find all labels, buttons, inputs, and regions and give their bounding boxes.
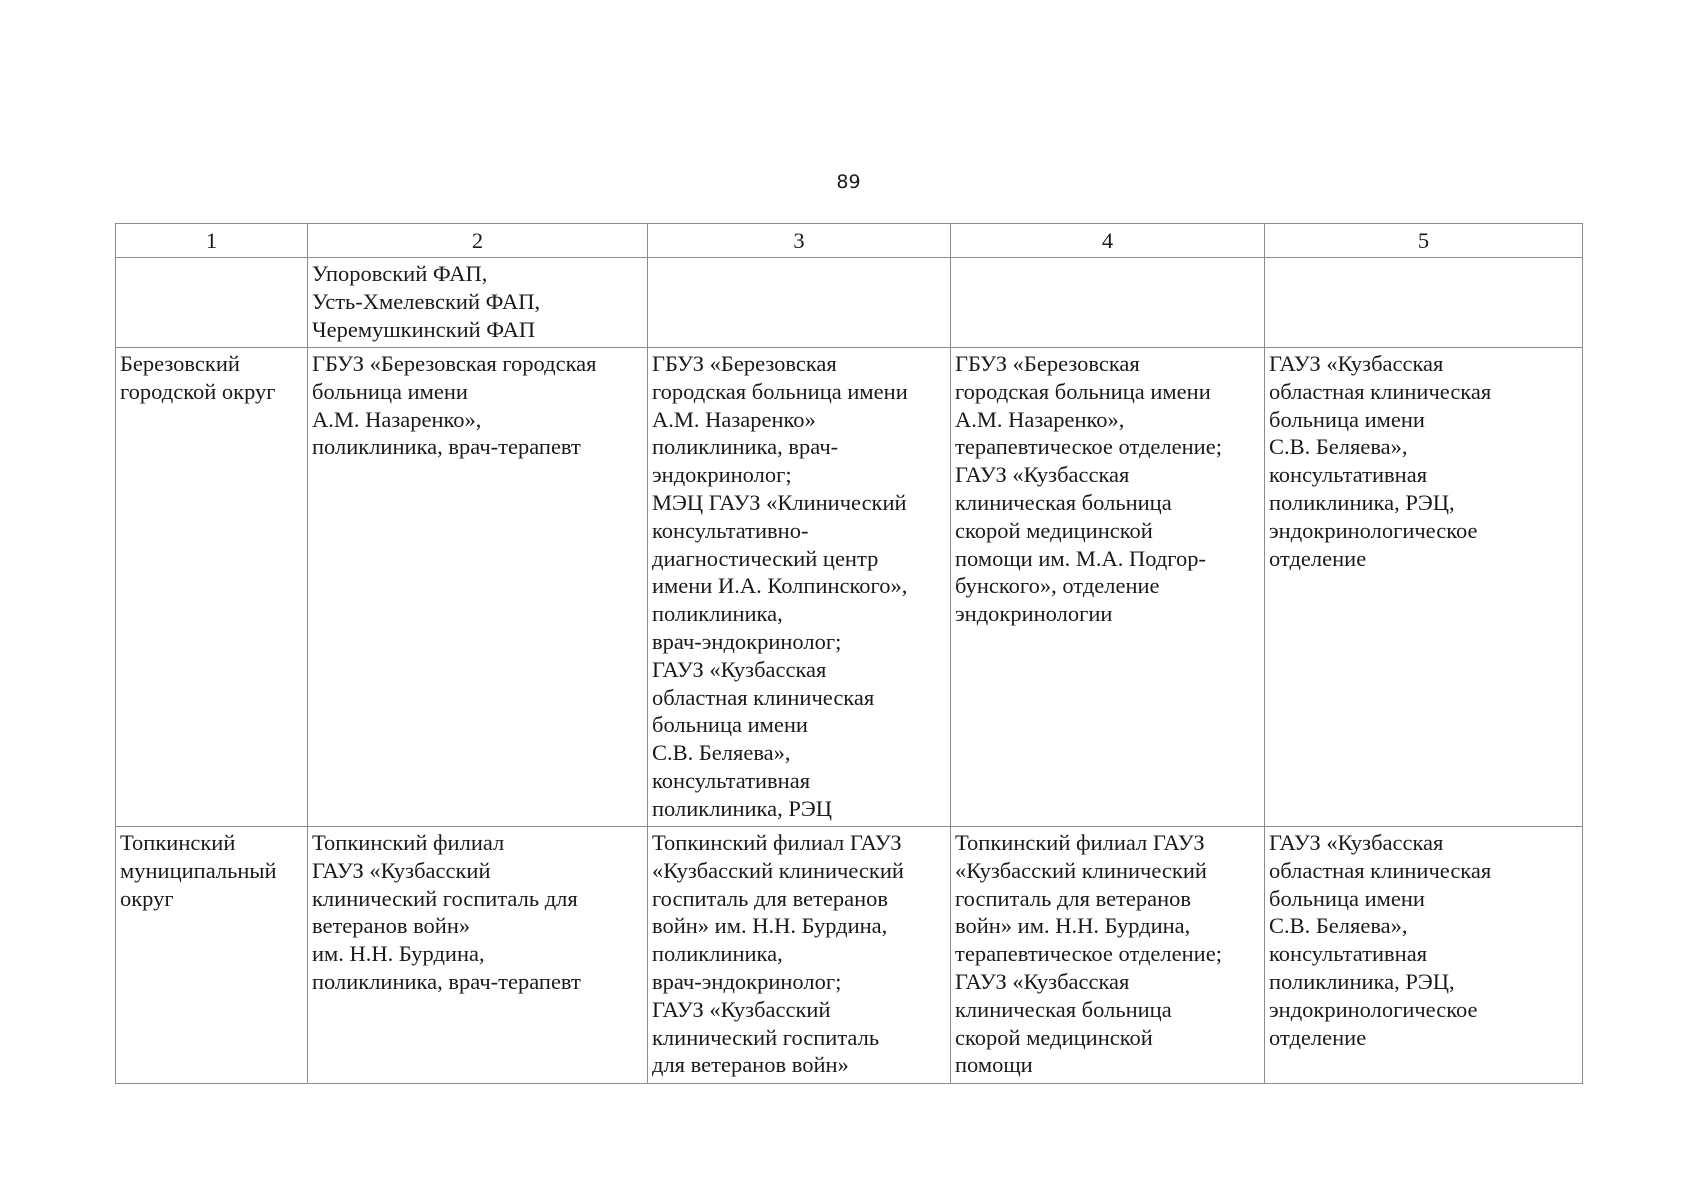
cell-text-line: больница имени: [652, 712, 808, 738]
cell-text-line: клинический госпиталь для: [312, 885, 578, 911]
page-number: 89: [836, 171, 861, 193]
cell-text-line: им. Н.Н. Бурдина,: [312, 941, 485, 967]
cell-text-line: ГАУЗ «Кузбасский: [652, 996, 831, 1022]
table-cell: [951, 827, 1265, 1084]
cell-text-line: диагностический центр: [652, 545, 879, 571]
cell-text-line: поликлиника, врач-терапевт: [312, 434, 581, 460]
table-cell: [1265, 258, 1583, 348]
cell-text-line: имени И.А. Колпинского»,: [652, 573, 908, 599]
cell-text-line: Березовский: [120, 351, 240, 376]
cell-text-line: консультативная: [1269, 462, 1428, 488]
cell-text-line: эндокринологическое: [1269, 517, 1478, 543]
cell-text-line: консультативно-: [652, 517, 809, 543]
cell-text-line: больница имени: [1269, 885, 1425, 911]
table-cell: [648, 348, 951, 827]
cell-text-line: терапевтическое отделение;: [955, 941, 1222, 967]
cell-text-line: Топкинский филиал: [312, 830, 505, 855]
cell-text-line: больница имени: [312, 378, 468, 404]
cell-text-line: ГБУЗ «Березовская: [955, 351, 1140, 376]
cell-text-line: терапевтическое отделение;: [955, 434, 1222, 460]
cell-text-line: областная клиническая: [1269, 857, 1492, 883]
table-cell: [648, 827, 951, 1084]
cell-text-line: поликлиника, РЭЦ,: [1269, 489, 1455, 515]
cell-text-line: клиническая больница: [955, 489, 1172, 515]
cell-text-line: областная клиническая: [652, 684, 875, 710]
table-cell: [1265, 348, 1583, 827]
cell-text-line: ГАУЗ «Кузбасская: [955, 968, 1130, 994]
cell-text-line: ГАУЗ «Кузбасская: [955, 462, 1130, 488]
cell-text-line: А.М. Назаренко»: [652, 406, 816, 432]
table-cell: [648, 258, 951, 348]
cell-text-line: отделение: [1269, 1024, 1367, 1050]
cell-text-line: врач-эндокринолог;: [652, 968, 842, 994]
table-cell: [951, 258, 1265, 348]
cell-text-line: эндокринолог;: [652, 462, 792, 488]
cell-text-line: С.В. Беляева»,: [1269, 913, 1408, 939]
table-cell: [116, 348, 308, 827]
table-cell: [308, 258, 648, 348]
cell-text-line: Усть-Хмелевский ФАП,: [312, 288, 541, 314]
cell-text-line: С.В. Беляева»,: [652, 740, 791, 766]
cell-text-line: ГАУЗ «Кузбасская: [652, 656, 827, 682]
table-cell: [308, 348, 648, 827]
cell-text-line: скорой медицинской: [955, 517, 1153, 543]
cell-text-line: консультативная: [652, 767, 811, 793]
cell-text-line: городская больница имени: [955, 378, 1211, 404]
column-header: 2: [308, 224, 648, 258]
cell-text-line: Топкинский: [120, 830, 236, 855]
cell-text-line: отделение: [1269, 545, 1367, 571]
cell-text-line: «Кузбасский клинический: [955, 857, 1207, 883]
cell-text-line: для ветеранов войн»: [652, 1052, 849, 1078]
cell-text-line: Упоровский ФАП,: [312, 261, 488, 286]
table-header-row: [116, 224, 1583, 258]
cell-text-line: ГБУЗ «Березовская городская: [312, 351, 597, 376]
table-row: [116, 348, 1583, 827]
table-cell: [116, 827, 308, 1084]
cell-text-line: войн» им. Н.Н. Бурдина,: [652, 913, 888, 939]
table-row: [116, 827, 1583, 1084]
cell-text-line: ветеранов войн»: [312, 913, 471, 939]
cell-text-line: поликлиника,: [652, 941, 783, 967]
cell-text-line: С.В. Беляева»,: [1269, 434, 1408, 460]
cell-text-line: городская больница имени: [652, 378, 908, 404]
cell-text-line: А.М. Назаренко»,: [955, 406, 1125, 432]
cell-text-line: бунского», отделение: [955, 573, 1160, 599]
column-header: 5: [1265, 224, 1583, 258]
cell-text-line: поликлиника, РЭЦ: [652, 795, 832, 821]
cell-text-line: эндокринологии: [955, 601, 1113, 627]
cell-text-line: врач-эндокринолог;: [652, 628, 842, 654]
cell-text-line: Топкинский филиал ГАУЗ: [955, 830, 1205, 855]
cell-text-line: эндокринологическое: [1269, 996, 1478, 1022]
cell-text-line: поликлиника, РЭЦ,: [1269, 968, 1455, 994]
column-header: 1: [116, 224, 308, 258]
cell-text-line: А.М. Назаренко»,: [312, 406, 482, 432]
cell-text-line: больница имени: [1269, 406, 1425, 432]
cell-text-line: консультативная: [1269, 941, 1428, 967]
cell-text-line: скорой медицинской: [955, 1024, 1153, 1050]
cell-text-line: клинический госпиталь: [652, 1024, 880, 1050]
cell-text-line: ГБУЗ «Березовская: [652, 351, 837, 376]
cell-text-line: городской округ: [120, 378, 276, 404]
cell-text-line: помощи: [955, 1052, 1033, 1078]
table-cell: [308, 827, 648, 1084]
medical-institutions-table: [115, 223, 1583, 1084]
table-cell: [116, 258, 308, 348]
cell-text-line: муниципальный: [120, 857, 277, 883]
table-cell: [1265, 827, 1583, 1084]
cell-text-line: округ: [120, 885, 174, 911]
cell-text-line: поликлиника, врач-: [652, 434, 839, 460]
cell-text-line: войн» им. Н.Н. Бурдина,: [955, 913, 1191, 939]
table-cell: [951, 348, 1265, 827]
cell-text-line: поликлиника,: [652, 601, 783, 627]
cell-text-line: ГАУЗ «Кузбасская: [1269, 351, 1444, 376]
cell-text-line: помощи им. М.А. Подгор-: [955, 545, 1206, 571]
cell-text-line: МЭЦ ГАУЗ «Клинический: [652, 489, 907, 515]
cell-text-line: Топкинский филиал ГАУЗ: [652, 830, 902, 855]
column-header: 3: [648, 224, 951, 258]
cell-text-line: областная клиническая: [1269, 378, 1492, 404]
cell-text-line: «Кузбасский клинический: [652, 857, 904, 883]
cell-text-line: ГАУЗ «Кузбасский: [312, 857, 491, 883]
column-header: 4: [951, 224, 1265, 258]
cell-text-line: госпиталь для ветеранов: [652, 885, 889, 911]
cell-text-line: поликлиника, врач-терапевт: [312, 968, 581, 994]
cell-text-line: ГАУЗ «Кузбасская: [1269, 830, 1444, 855]
cell-text-line: клиническая больница: [955, 996, 1172, 1022]
cell-text-line: Черемушкинский ФАП: [312, 316, 536, 342]
table-row: [116, 258, 1583, 348]
cell-text-line: госпиталь для ветеранов: [955, 885, 1192, 911]
